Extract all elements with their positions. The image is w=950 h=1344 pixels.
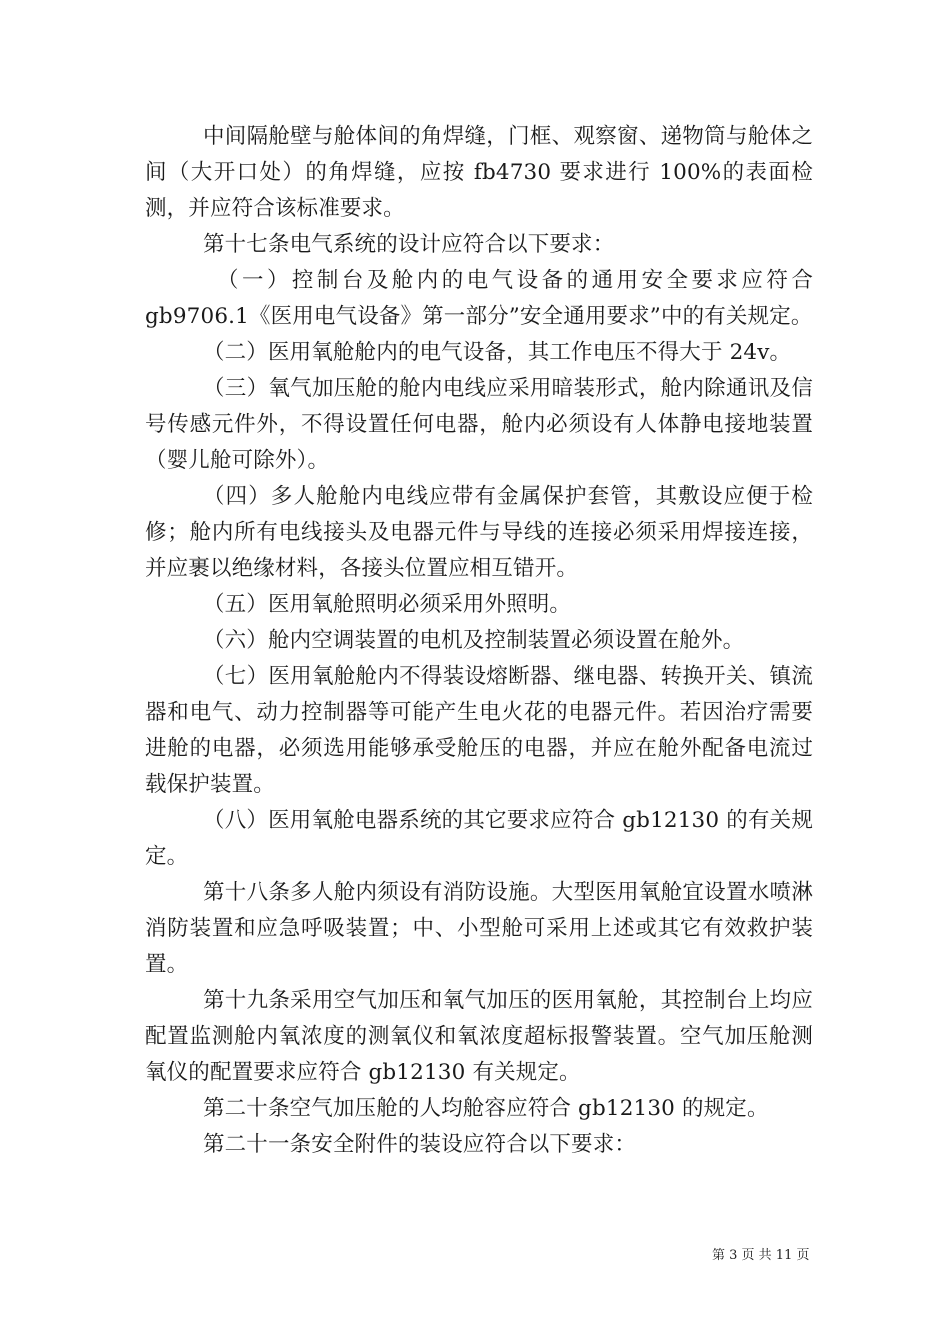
paragraph-item-5: （五）医用氧舱照明必须采用外照明。 (203, 592, 572, 617)
paragraph-article-17: 第十七条电气系统的设计应符合以下要求： (203, 232, 615, 257)
paragraph-item-2: （二）医用氧舱舱内的电气设备，其工作电压不得大于 24v。 (203, 340, 792, 365)
paragraph-item-4: （四）多人舱舱内电线应带有金属保护套管，其敷设应便于检修；舱内所有电线接头及电器元件与导线的连接必须采用焊接连接，并应裹以绝缘材料，各接头位置应相互错开。 (145, 484, 813, 581)
document-body (145, 119, 813, 1163)
paragraph-article-18: 第十八条多人舱内须设有消防设施。大型医用氧舱宜设置水喷淋消防装置和应急呼吸装置；中、小型舱可采用上述或其它有效救护装置。 (145, 880, 813, 977)
paragraph-article-20: 第二十条空气加压舱的人均舱容应符合 gb12130 的规定。 (203, 1096, 769, 1121)
page-number: 第 3 页 共 11 页 (712, 1248, 810, 1263)
paragraph-item-3: （三）氧气加压舱的舱内电线应采用暗装形式，舱内除通讯及信号传感元件外，不得设置任何电器，舱内必须设有人体静电接地装置（婴儿舱可除外）。 (145, 376, 813, 473)
paragraph-item-7: （七）医用氧舱舱内不得装设熔断器、继电器、转换开关、镇流器和电气、动力控制器等可能产生电火花的电器元件。若因治疗需要进舱的电器，必须选用能够承受舱压的电器，并应在舱外配备电流过载保护装置。 (145, 664, 813, 797)
paragraph-article-21: 第二十一条安全附件的装设应符合以下要求： (203, 1132, 637, 1157)
paragraph-item-8: （八）医用氧舱电器系统的其它要求应符合 gb12130 的有关规定。 (145, 808, 813, 869)
paragraph-item-6: （六）舱内空调装置的电机及控制装置必须设置在舱外。 (203, 628, 745, 653)
paragraph-article-19: 第十九条采用空气加压和氧气加压的医用氧舱，其控制台上均应配置监测舱内氧浓度的测氧仪和氧浓度超标报警装置。空气加压舱测氧仪的配置要求应符合 gb12130 有关规定。 (145, 988, 813, 1085)
paragraph-weld-inspection: 中间隔舱壁与舱体间的角焊缝，门框、观察窗、递物筒与舱体之间（大开口处）的角焊缝，应按 fb4730 要求进行 100%的表面检测，并应符合该标准要求。 (145, 124, 813, 221)
paragraph-item-1: （一）控制台及舱内的电气设备的通用安全要求应符合 gb9706.1《医用电气设备》第一部分”安全通用要求”中的有关规定。 (145, 268, 813, 329)
